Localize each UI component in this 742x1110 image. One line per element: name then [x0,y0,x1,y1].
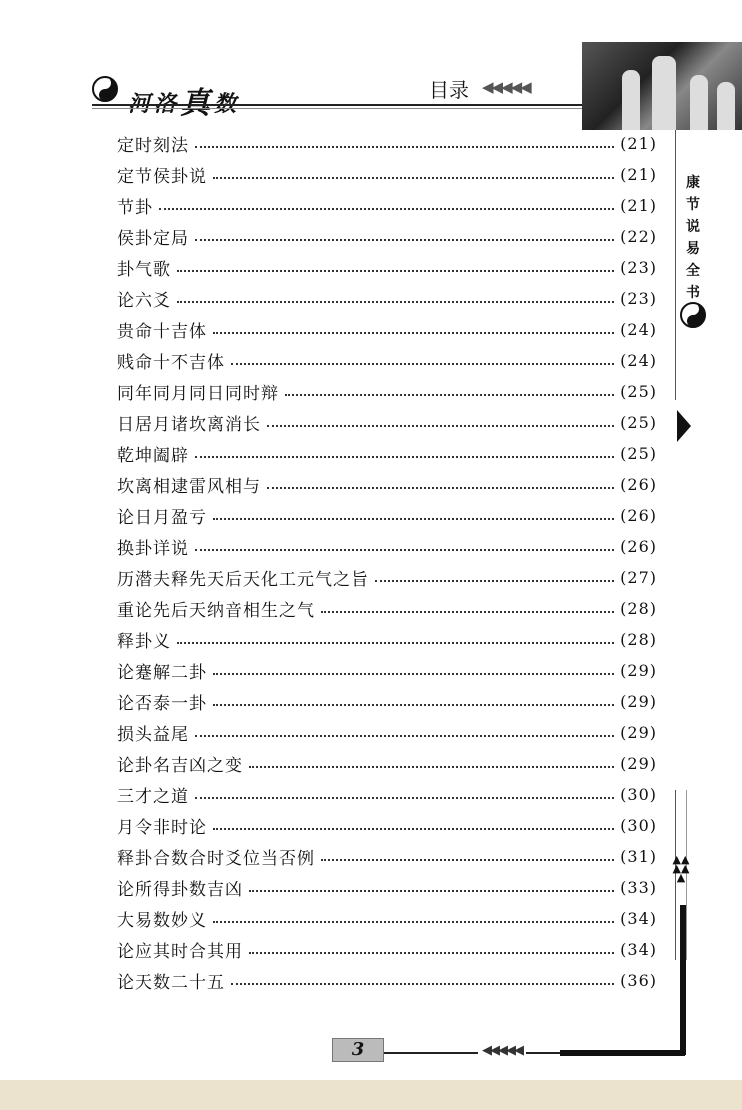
toc-entry-title: 贵命十吉体 [117,317,213,342]
toc-entry-page: (25) [620,413,657,432]
toc-entry-page: (26) [620,537,657,556]
toc-entry[interactable] [117,686,657,717]
toc-leader-dots [213,177,614,179]
toc-entry-title: 三才之道 [117,782,195,807]
toc-entry[interactable] [117,624,657,655]
book-title [128,76,240,120]
toc-entry-page: (30) [620,785,657,804]
toc-entry-title: 论所得卦数吉凶 [117,875,249,900]
toc-entry-title: 大易数妙义 [117,906,213,931]
toc-entry[interactable] [117,965,657,996]
side-char: 节 [686,197,700,213]
toc-entry-page: (29) [620,692,657,711]
toc-leader-dots [231,363,614,365]
toc-entry[interactable] [117,903,657,934]
toc-leader-dots [213,921,614,923]
toc-leader-dots [195,735,614,737]
toc-entry-title: 论否泰一卦 [117,689,213,714]
toc-entry-title: 节卦 [117,193,159,218]
toc-leader-dots [177,642,614,644]
toc-entry[interactable] [117,438,657,469]
toc-entry-page: (25) [620,382,657,401]
arrows-decoration: ◀◀◀◀◀ [478,1043,526,1058]
toc-entry-page: (31) [620,847,657,866]
header-rule [92,104,582,106]
toc-entry-page: (23) [620,289,657,308]
page-number: 3 [332,1038,384,1062]
toc-entry-title: 论蹇解二卦 [117,658,213,683]
toc-leader-dots [159,208,614,210]
toc-entry[interactable] [117,779,657,810]
toc-entry-title: 坎离相逮雷风相与 [117,472,267,497]
toc-entry[interactable] [117,531,657,562]
toc-leader-dots [321,859,614,861]
taiji-icon [92,76,118,102]
side-rule [675,130,676,400]
toc-leader-dots [213,518,614,520]
toc-entry-title: 释卦义 [117,627,177,652]
toc-entry[interactable] [117,748,657,779]
toc-entry[interactable] [117,190,657,221]
toc-leader-dots [195,456,614,458]
toc-entry[interactable] [117,655,657,686]
toc-leader-dots [267,425,614,427]
toc-entry-title: 论天数二十五 [117,968,231,993]
toc-entry-title: 卦气歌 [117,255,177,280]
toc-leader-dots [267,487,614,489]
arrows-decoration: ◀◀◀◀◀ [482,78,530,96]
table-of-contents [117,128,657,996]
toc-entry-title: 历潜夫释先天后天化工元气之旨 [117,565,375,590]
toc-entry-page: (21) [620,196,657,215]
toc-leader-dots [375,580,614,582]
toc-entry-page: (21) [620,165,657,184]
toc-entry[interactable] [117,283,657,314]
toc-entry-title: 换卦详说 [117,534,195,559]
section-label: 目录 [429,78,469,102]
toc-entry-page: (22) [620,227,657,246]
toc-entry[interactable] [117,314,657,345]
toc-entry[interactable] [117,221,657,252]
toc-leader-dots [285,394,614,396]
toc-entry[interactable] [117,376,657,407]
toc-entry-title: 损头益尾 [117,720,195,745]
toc-entry-page: (33) [620,878,657,897]
toc-entry-title: 贱命十不吉体 [117,348,231,373]
toc-entry-page: (28) [620,599,657,618]
side-char: 全 [686,263,700,279]
toc-entry-page: (36) [620,971,657,990]
toc-entry-title: 释卦合数合时爻位当否例 [117,844,321,869]
toc-entry[interactable] [117,717,657,748]
toc-entry-page: (28) [620,630,657,649]
toc-entry-page: (23) [620,258,657,277]
toc-leader-dots [213,332,614,334]
toc-leader-dots [249,766,614,768]
toc-entry[interactable] [117,810,657,841]
triangle-marker-icon [677,410,691,442]
toc-entry-page: (29) [620,723,657,742]
toc-entry-page: (24) [620,351,657,370]
toc-leader-dots [249,890,614,892]
toc-entry-page: (25) [620,444,657,463]
scan-margin [0,1080,742,1110]
side-char: 书 [686,285,700,301]
toc-entry-title: 论应其时合其用 [117,937,249,962]
toc-entry-page: (30) [620,816,657,835]
taiji-icon [680,302,706,328]
toc-entry[interactable] [117,469,657,500]
toc-entry-title: 同年同月同日同时辩 [117,379,285,404]
toc-entry-title: 论六爻 [117,286,177,311]
toc-entry-page: (21) [620,134,657,153]
toc-leader-dots [321,611,614,613]
toc-entry-title: 论日月盈亏 [117,503,213,528]
toc-entry-title: 月令非时论 [117,813,213,838]
chevrons-decoration: ▲▲▲▲▲ [672,853,690,884]
toc-leader-dots [213,828,614,830]
toc-leader-dots [177,301,614,303]
toc-entry-page: (29) [620,661,657,680]
toc-leader-dots [177,270,614,272]
side-bar [680,905,686,1055]
toc-entry[interactable] [117,934,657,965]
toc-entry[interactable] [117,562,657,593]
toc-entry-title: 定节侯卦说 [117,162,213,187]
toc-entry[interactable] [117,407,657,438]
side-vertical-title [683,172,703,304]
side-char: 康 [686,175,700,191]
toc-entry-page: (34) [620,909,657,928]
toc-entry-title: 论卦名吉凶之变 [117,751,249,776]
toc-entry-page: (26) [620,506,657,525]
toc-entry-page: (26) [620,475,657,494]
toc-entry[interactable] [117,593,657,624]
header-rule [92,108,582,109]
toc-leader-dots [195,549,614,551]
toc-entry-title: 侯卦定局 [117,224,195,249]
toc-entry-page: (29) [620,754,657,773]
toc-leader-dots [249,952,614,954]
toc-entry[interactable] [117,500,657,531]
toc-leader-dots [195,239,614,241]
footer-rule [560,1050,685,1056]
toc-entry[interactable] [117,128,657,159]
toc-entry[interactable] [117,345,657,376]
toc-entry[interactable] [117,841,657,872]
toc-entry-title: 日居月诸坎离消长 [117,410,267,435]
header-photo [582,42,742,130]
toc-entry[interactable] [117,159,657,190]
toc-entry[interactable] [117,252,657,283]
toc-leader-dots [231,983,614,985]
side-char: 易 [686,241,700,257]
toc-entry-page: (34) [620,940,657,959]
toc-entry-page: (24) [620,320,657,339]
toc-entry[interactable] [117,872,657,903]
toc-leader-dots [195,146,614,148]
toc-entry-title: 乾坤阖辟 [117,441,195,466]
toc-leader-dots [213,673,614,675]
toc-leader-dots [213,704,614,706]
side-char: 说 [686,219,700,235]
toc-entry-page: (27) [620,568,657,587]
toc-entry-title: 定时刻法 [117,131,195,156]
toc-entry-title: 重论先后天纳音相生之气 [117,596,321,621]
toc-leader-dots [195,797,614,799]
